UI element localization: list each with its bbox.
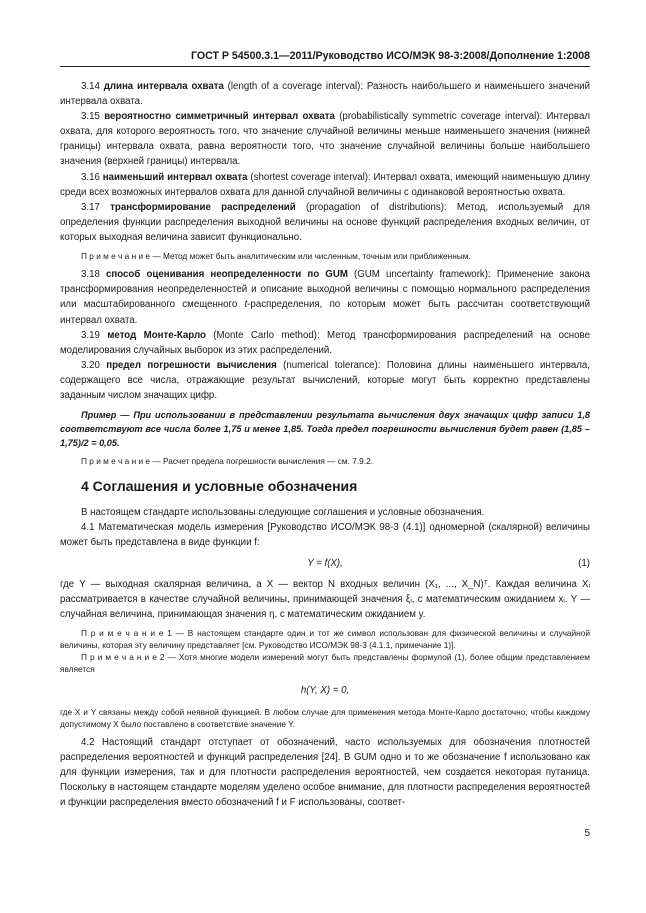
definition-3-16: 3.16 наименьший интервал охвата (shortest coverage interval): Интервал охвата, имеющий наименьшую длину среди всех возможных интервалов охвата для данной случайной величины с одинаковой вероятностью охвата. [60,171,591,198]
definition-3-20: 3.20 предел погрешности вычисления (numerical tolerance): Половина длины наименьшего интервала, содержащего все числа, отражающие результат вычислений, которые могут быть корректно представлены заданным числом значащих цифр. [60,359,590,401]
note-3-17: П р и м е ч а н и е — Метод может быть аналитическим или численным, точным или приближенным. [81,251,471,262]
example-3-20: Пример — При использовании в представлении результата вычисления двух значащих цифр записи 1,8 соответствуют все числа более 1,75 и менее 1,85. Тогда предел погрешности вычисления будет равен (1,85 – 1,75)/2 = 0,05. [60,410,590,449]
definition-3-14: 3.14 длина интервала охвата (length of a coverage interval): Разность наибольшего и наименьшего значений интервала охвата. [60,81,590,108]
paragraph-4-1: 4.1 Математическая модель измерения [Руководство ИСО/МЭК 98-3 (4.1)] одномерной (скалярной) величины может быть представлена в виде функции f: [60,522,590,549]
formula-1-number: (1) [578,557,590,569]
definition-3-15: 3.15 вероятностно симметричный интервал охвата (probabilistically symmetric coverage interval): Интервал охвата, для которого вероятность того, что значение случайной величины меньше наименьшего значения (нижней границы) интервала охвата, равна вероятности того, что значение случайной величины больше наибольшего значения (верхней границы) интервала. [60,111,590,168]
formula-2-explanation: где X и Y связаны между собой неявной функцией. В любом случае для применения метода Монте-Карло достаточно, чтобы каждому допустимому X было поставлено в соответствие значение Y. [60,706,590,729]
definition-3-18: 3.18 способ оценивания неопределенности по GUM (GUM uncertainty framework): Применение закона трансформирования неопределенностей и описание выходной величины с помощью нормального распределения или масштабированного смещенного t-распределения, по которым может быть рассчитан соответствующий интервал охвата. [60,269,590,326]
formula-1-explanation: где Y — выходная скалярная величина, а X — вектор N входных величин (X₁, ..., X_N)ᵀ. Каждая величина Xᵢ рассматривается в качестве случайной величины, принимающей значения ξᵢ, с математическим ожиданием xᵢ. Y — случайная величина, принимающая значения η, с математическим ожиданием y. [60,578,591,620]
page-body [60,79,590,811]
formula-2: h(Y, X) = 0, [300,684,350,696]
paragraph-4-2: 4.2 Настоящий стандарт отступает от обозначений, часто используемых для обозначения плотностей распределения вероятностей и функций распределения [24]. В GUM одно и то же обозначение f использовано как для функции измерения, так и для плотности распределения вероятностей, чем создается некоторая путаница. Поскольку в настоящем стандарте моделям уделено особое внимание, для плотности распределения вероятностей и функции распределения вместо обозначений f и F использованы, соответ- [60,737,590,809]
definition-3-19: 3.19 метод Монте-Карло (Monte Carlo method): Метод трансформирования распределений на основе моделирования случайных выборок из этих распределений. [60,329,590,356]
note-1: П р и м е ч а н и е 1 — В настоящем стандарте один и тот же символ использован для физической величины и случайной величины, которая эту величину представляет [см. Руководство ИСО/МЭК 98-3 (4.1.1, примечание 1)]. [60,627,591,651]
note-2: П р и м е ч а н и е 2 — Хотя многие модели измерений могут быть представлены формулой (1), более общим представлением является [60,652,590,675]
formula-1-expression: Y = f(X), [307,557,343,569]
section-4-heading: 4 Соглашения и условные обозначения [81,478,358,495]
section-4-intro: В настоящем стандарте использованы следующие соглашения и условные обозначения. [81,507,485,519]
running-header: ГОСТ Р 54500.3.1—2011/Руководство ИСО/МЭК 98-3:2008/Дополнение 1:2008 [190,50,590,62]
page-number: 5 [584,828,590,839]
note-3-20: П р и м е ч а н и е — Расчет предела погрешности вычисления — см. 7.9.2. [81,456,374,467]
formula-1 [60,551,590,577]
header-rule [60,66,590,67]
definition-3-17: 3.17 трансформирование распределений (propagation of distributions): Метод, используемый для определения функции распределения выходной величины на основе функций распределения входных величин, от которых выходная величина зависит функционально. [60,201,591,243]
